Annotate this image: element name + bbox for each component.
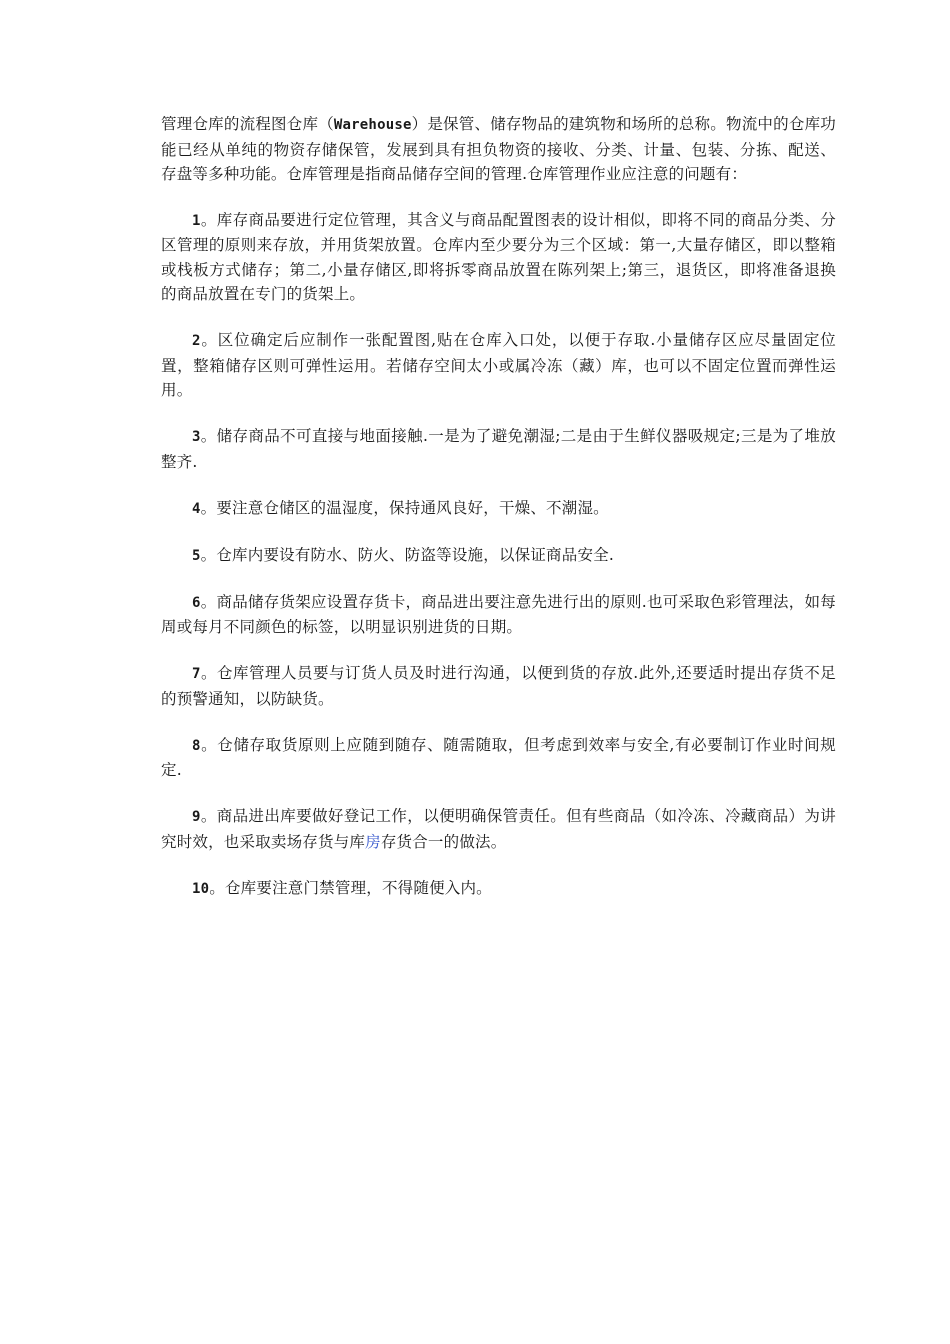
item-text: 。仓库内要设有防水、防火、防盗等设施，以保证商品安全. <box>200 545 614 564</box>
intro-latin-term: Warehouse <box>333 117 412 133</box>
item-number: 8 <box>192 737 201 754</box>
item-number: 7 <box>192 666 201 682</box>
item-text: 。库存商品要进行定位管理，其含义与商品配置图表的设计相似，即将不同的商品分类、分区管理的原则来存放，并用货架放置。仓库内至少要分为三个区域：第一,大量存储区，即以整箱或栈板方式储存；第二,小量存储区,即将拆零商品放置在陈列架上;第三，退货区，即将准备退换的商品放置在专门的货架上。 <box>161 210 836 303</box>
item-number: 3 <box>192 429 201 445</box>
list-item <box>161 590 836 640</box>
item-text: 。要注意仓储区的温湿度，保持通风良好，干燥、不潮湿。 <box>200 498 609 517</box>
item-text: 。商品储存货架应设置存货卡，商品进出要注意先进行出的原则.也可采取色彩管理法，如每周或每月不同颜色的标签，以明显识别进货的日期。 <box>161 592 836 636</box>
item-text: 。区位确定后应制作一张配置图,贴在仓库入口处，以便于存取.小量储存区应尽量固定位置，整箱储存区则可弹性运用。若储存空间太小或属冷冻（藏）库，也可以不固定位置而弹性运用。 <box>161 331 836 399</box>
document-body <box>161 112 836 923</box>
inline-link[interactable]: 房 <box>365 832 381 851</box>
list-item <box>161 424 836 474</box>
item-text: 。仓库管理人员要与订货人员及时进行沟通，以便到货的存放.此外,还要适时提出存货不足的预警通知，以防缺货。 <box>161 664 836 708</box>
list-item <box>161 733 836 783</box>
item-number: 6 <box>192 594 201 611</box>
item-text: 。仓库要注意门禁管理，不得随便入内。 <box>209 878 492 897</box>
list-item <box>161 496 836 522</box>
intro-paragraph <box>161 112 836 187</box>
intro-text-2: ）是保管、储存物品的建筑物和场所的总称。物流中的仓库功能已经从单纯的物资存储保管，发展到具有担负物资的接收、分类、计量、包装、分拣、配送、存盘等多种功能。仓库管理是指商品储存空间的管理.仓库管理作业应注意的问题有： <box>161 115 837 183</box>
item-text: 。商品进出库要做好登记工作，以便明确保管责任。但有些商品（如冷冻、冷藏商品）为讲究时效，也采取卖场存货与库 <box>161 807 836 851</box>
list-item <box>161 661 836 711</box>
list-item <box>161 804 836 854</box>
item-text: 存货合一的做法。 <box>380 832 507 851</box>
list-item <box>161 328 836 403</box>
list-item <box>161 208 836 307</box>
item-number: 1 <box>192 212 201 229</box>
item-text: 。仓储存取货原则上应随到随存、随需随取，但考虑到效率与安全,有必要制订作业时间规定. <box>161 735 836 779</box>
item-number: 4 <box>192 500 201 517</box>
item-number: 5 <box>192 547 201 564</box>
list-item <box>161 543 836 569</box>
item-number: 9 <box>192 809 201 825</box>
list-item <box>161 876 836 902</box>
item-text: 。储存商品不可直接与地面接触.一是为了避免潮湿;二是由于生鲜仪器吸规定;三是为了堆放整齐. <box>161 427 836 471</box>
item-number: 10 <box>192 880 210 897</box>
item-number: 2 <box>192 333 201 349</box>
intro-text-1: 管理仓库的流程图仓库（ <box>161 115 334 133</box>
